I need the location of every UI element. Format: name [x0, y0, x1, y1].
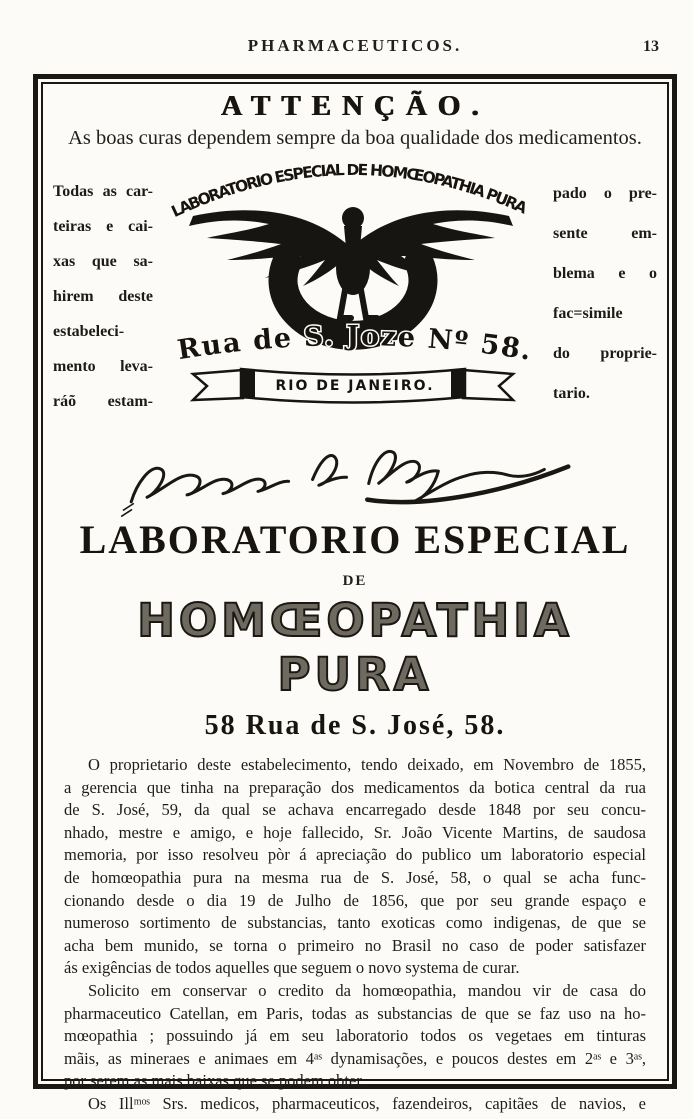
- body-line: Solicito em conservar o credito da homœopathia, mandou vir de casa do: [88, 980, 646, 1000]
- quality-subtitle: As boas curas dependem sempre da boa qualidade dos medicamentos.: [68, 127, 642, 149]
- body-line: mãis, as mineraes e animaes em 4ᵃˢ dynamisações, e poucos destes em 2ᵃˢ e 3ᵃˢ,: [64, 1048, 646, 1068]
- signature-illustration: [116, 416, 594, 510]
- laboratory-emblem: [157, 154, 549, 406]
- body-line: por serem as mais baixas que se podem obter.: [64, 1071, 366, 1091]
- emblem-section: [51, 154, 659, 410]
- title-homoeopathia-pura: HOMŒOPATHIA PURA: [137, 594, 573, 701]
- side-line: fac=simile: [553, 305, 623, 322]
- side-line: hirem deste: [53, 288, 153, 305]
- body-line: memoria, por isso resolveu pòr á apreciação do publico um laboratorio especial: [64, 845, 646, 865]
- rio-ribbon: [193, 369, 513, 403]
- title-de: DE: [342, 573, 368, 589]
- ribbon-text: RIO DE JANEIRO.: [275, 378, 435, 394]
- side-line: mento leva-: [53, 358, 153, 375]
- eagle-illustration: [189, 207, 513, 335]
- emblem-arched-text: LABORATORIO ESPECIAL DE HOMŒOPATHIA PURA: [168, 160, 530, 221]
- side-line: blema e o: [553, 265, 657, 282]
- page-header: [33, 36, 677, 56]
- body-line: O proprietario deste estabelecimento, tendo deixado, em Novembro de 1855,: [88, 755, 646, 774]
- body-line: numeroso sortimento de substancias, tanto exoticas como indigenas, de que se: [64, 913, 646, 933]
- body-line: cionando desde o dia 19 de Julho de 1856, que por seu grande espaço e: [64, 890, 646, 910]
- body-line: nhado, mestre e amigo, e hoje fallecido, Sr. João Vicente Martins, de saudosa: [64, 822, 646, 842]
- body-line: acha bem munido, se torna o primeiro no Brasil no caso de poder satisfazer: [64, 935, 646, 955]
- emblem-street-text: Rua de S. Joze Nº 58.: [175, 320, 534, 367]
- side-line: tario.: [553, 385, 590, 402]
- side-line: xas que sa-: [53, 253, 153, 270]
- side-line: estabeleci-: [53, 323, 125, 340]
- proprietor-signature: [51, 416, 659, 515]
- side-line: Todas as car-: [53, 183, 153, 200]
- body-line: mœopathia ; possuindo já em seu laboratorio todos os vegetaes em tinturas: [64, 1026, 646, 1046]
- running-title: PHARMACEUTICOS.: [247, 36, 463, 55]
- body-line: de homœopathia pura na mesma rua de S. José, 58, o qual se acha func-: [64, 867, 646, 887]
- body-line: ás exigências de todos aquelles que seguem o novo systema de curar.: [64, 958, 520, 978]
- page-number: 13: [643, 38, 659, 55]
- body-line: a gerencia que tinha na preparação dos medicamentos da botica central da rua: [64, 777, 646, 797]
- side-line: sente em-: [553, 225, 657, 242]
- side-line: pado o pre-: [553, 185, 657, 202]
- body-line: Os Illᵐᵒˢ Srs. medicos, pharmaceuticos, fazendeiros, capitães de navios, e: [88, 1093, 646, 1113]
- address-heading: 58 Rua de S. José, 58.: [204, 710, 506, 741]
- notice-frame: [33, 74, 677, 1113]
- side-line: ráõ estam-: [53, 393, 153, 410]
- left-side-column: [51, 154, 157, 410]
- attention-heading: ATTENÇÃO.: [220, 90, 490, 122]
- right-side-column: [549, 154, 659, 406]
- body-line: de S. José, 59, da qual se achava encarregado desde 1848 por seu concu-: [64, 800, 646, 820]
- side-line: do proprie-: [553, 345, 657, 362]
- body-text: [51, 754, 659, 1116]
- notice-frame-inner: [41, 82, 669, 1113]
- title-laboratorio-especial: LABORATORIO ESPECIAL: [79, 517, 631, 562]
- body-line: pharmaceutico Catellan, em Paris, todas as substancias de que se faz uso na ho-: [64, 1003, 646, 1023]
- eagle-emblem-illustration: [163, 154, 543, 404]
- side-line: teiras e cai-: [53, 218, 153, 235]
